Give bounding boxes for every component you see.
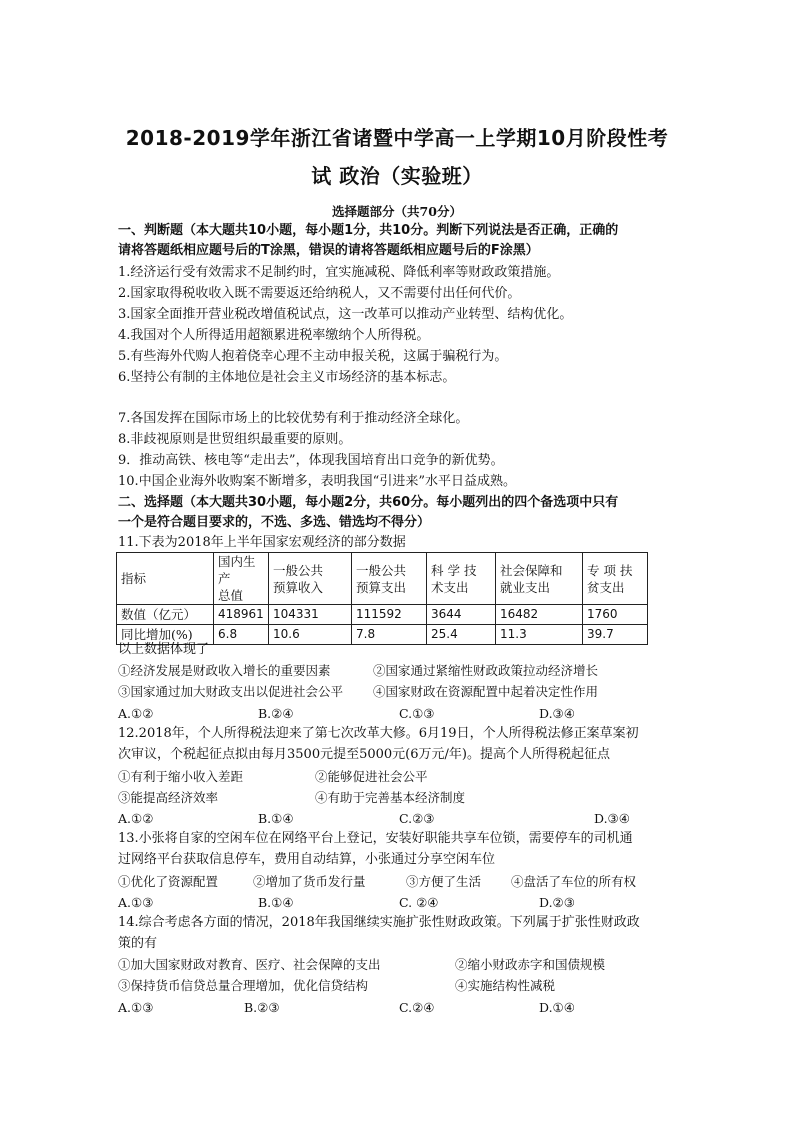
judge-item-4: 4.我国对个人所得适用超额累进税率缴纳个人所得税。 — [118, 328, 430, 343]
q12-option-a: A.①② — [118, 811, 154, 826]
q11-option-b: B.②④ — [258, 706, 294, 721]
table-header-cell: 一般公共 预算支出 — [352, 553, 427, 605]
q12-statement-1: ①有利于缩小收入差距 — [118, 769, 244, 784]
table-cell: 104331 — [269, 605, 352, 625]
judge-item-7: 7.各国发挥在国际市场上的比较优势有利于推动经济全球化。 — [118, 411, 469, 426]
q12-stem-line2: 次审议，个税起征点拟由每月3500元提至5000元(6万元/年)。提高个人所得税起征点 — [118, 747, 610, 762]
table-cell: 6.8 — [214, 625, 269, 645]
macro-data-table — [116, 552, 648, 645]
table-cell: 数值（亿元） — [117, 605, 214, 625]
table-header-row — [117, 553, 648, 605]
q11-lead: 以上数据体现了 — [118, 642, 210, 657]
exam-title-line1: 2018-2019学年浙江省诸暨中学高一上学期10月阶段性考 — [125, 126, 669, 150]
q13-stem-line2: 过网络平台获取信息停车，费用自动结算，小张通过分享空闲车位 — [118, 852, 496, 867]
q13-option-b: B.①④ — [258, 895, 294, 910]
q11-option-c: C.①③ — [399, 706, 435, 721]
q11-option-d: D.③④ — [539, 706, 575, 721]
judge-item-3: 3.国家全面推开营业税改增值税试点，这一改革可以推动产业转型、结构优化。 — [118, 307, 573, 322]
q14-option-c: C.②④ — [399, 1000, 435, 1015]
q14-option-d: D.①④ — [539, 1000, 575, 1015]
table-header-cell: 指标 — [117, 553, 214, 605]
q13-option-c: C. ②④ — [399, 895, 439, 910]
table-cell: 16482 — [496, 605, 583, 625]
q13-statement-4: ④盘活了车位的所有权 — [511, 874, 637, 889]
table-cell: 25.4 — [427, 625, 496, 645]
table-header-cell: 一般公共 预算收入 — [269, 553, 352, 605]
judge-item-6: 6.坚持公有制的主体地位是社会主义市场经济的基本标志。 — [118, 370, 456, 385]
q13-statement-1: ①优化了资源配置 — [118, 874, 219, 889]
table-cell: 418961 — [214, 605, 269, 625]
q11-statement-3: ③国家通过加大财政支出以促进社会公平 — [118, 684, 344, 699]
table-header-cell: 专 项 扶 贫支出 — [583, 553, 648, 605]
table-header-cell: 科 学 技 术支出 — [427, 553, 496, 605]
section2-heading-line2: 一个是符合题目要求的，不选、多选、错选均不得分） — [118, 515, 431, 530]
q13-option-d: D.②③ — [539, 895, 575, 910]
q12-statement-4: ④有助于完善基本经济制度 — [315, 790, 466, 805]
q11-statement-1: ①经济发展是财政收入增长的重要因素 — [118, 663, 331, 678]
part-heading: 选择题部分（共70分） — [332, 204, 462, 219]
table-row — [117, 605, 648, 625]
table-cell: 10.6 — [269, 625, 352, 645]
q11-statement-2: ②国家通过紧缩性财政政策拉动经济增长 — [373, 663, 599, 678]
q11-statement-4: ④国家财政在资源配置中起着决定性作用 — [373, 684, 599, 699]
table-cell: 111592 — [352, 605, 427, 625]
table-header-cell: 社会保障和 就业支出 — [496, 553, 583, 605]
q14-stem-line1: 14.综合考虑各方面的情况，2018年我国继续实施扩张性财政政策。下列属于扩张性财政政 — [118, 915, 640, 930]
q14-statement-4: ④实施结构性减税 — [455, 978, 556, 993]
judge-item-2: 2.国家取得税收收入既不需要返还给纳税人，又不需要付出任何代价。 — [118, 286, 521, 301]
table-cell: 同比增加(%) — [117, 625, 214, 645]
q11-stem: 11.下表为2018年上半年国家宏观经济的部分数据 — [118, 535, 406, 550]
section1-heading-line1: 一、判断题（本大题共10小题，每小题1分，共10分。判断下列说法是否正确，正确的 — [118, 223, 619, 238]
q14-option-a: A.①③ — [118, 1000, 154, 1015]
table-cell: 39.7 — [583, 625, 648, 645]
q14-option-b: B.②③ — [244, 1000, 280, 1015]
judge-item-1: 1.经济运行受有效需求不足制约时，宜实施减税、降低利率等财政政策措施。 — [118, 265, 560, 280]
table-cell: 3644 — [427, 605, 496, 625]
judge-item-10: 10.中国企业海外收购案不断增多，表明我国“引进来”水平日益成熟。 — [118, 474, 516, 489]
q12-option-c: C.②③ — [399, 811, 435, 826]
table-header-cell: 国内生产 总值 — [214, 553, 269, 605]
q12-statement-3: ③能提高经济效率 — [118, 790, 219, 805]
table-cell: 11.3 — [496, 625, 583, 645]
q13-statement-3: ③方便了生活 — [406, 874, 482, 889]
judge-item-8: 8.非歧视原则是世贸组织最重要的原则。 — [118, 432, 352, 447]
q14-statement-3: ③保持货币信贷总量合理增加，优化信贷结构 — [118, 978, 369, 993]
q11-option-a: A.①② — [118, 706, 154, 721]
table-cell: 7.8 — [352, 625, 427, 645]
exam-title-line2: 试 政治（实验班） — [311, 164, 483, 188]
q12-statement-2: ②能够促进社会公平 — [315, 769, 428, 784]
judge-item-9: 9．推动高铁、核电等“走出去”，体现我国培育出口竞争的新优势。 — [118, 453, 504, 468]
q14-statement-2: ②缩小财政赤字和国债规模 — [455, 957, 606, 972]
section1-heading-line2: 请将答题纸相应题号后的T涂黑，错误的请将答题纸相应题号后的F涂黑） — [118, 243, 539, 258]
judge-item-5: 5.有些海外代购人抱着侥幸心理不主动申报关税，这属于骗税行为。 — [118, 349, 508, 364]
table-cell: 1760 — [583, 605, 648, 625]
q13-option-a: A.①③ — [118, 895, 154, 910]
q12-stem-line1: 12.2018年，个人所得税法迎来了第七次改革大修。6月19日，个人所得税法修正案草案初 — [118, 726, 639, 741]
q12-option-d: D.③④ — [594, 811, 630, 826]
q13-statement-2: ②增加了货币发行量 — [253, 874, 366, 889]
q12-option-b: B.①④ — [258, 811, 294, 826]
section2-heading-line1: 二、选择题（本大题共30小题，每小题2分，共60分。每小题列出的四个备选项中只有 — [118, 495, 619, 510]
q14-stem-line2: 策的有 — [118, 936, 158, 951]
q14-statement-1: ①加大国家财政对教育、医疗、社会保障的支出 — [118, 957, 381, 972]
q13-stem-line1: 13.小张将自家的空闲车位在网络平台上登记，安装好职能共享车位锁，需要停车的司机通 — [118, 831, 633, 846]
